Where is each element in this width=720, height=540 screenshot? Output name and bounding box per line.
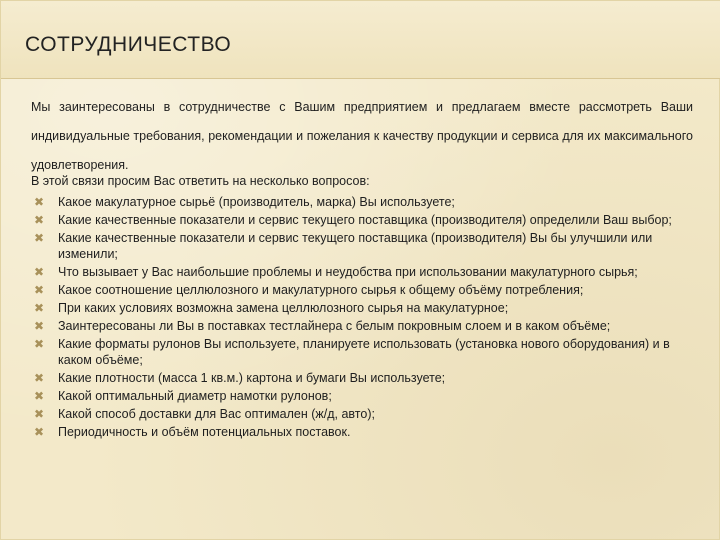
questions-list xyxy=(31,194,693,442)
question-text: Какое макулатурное сырьё (производитель, марка) Вы используете; xyxy=(58,195,455,209)
x-cross-bullet-icon: ✖ xyxy=(33,319,45,333)
x-cross-bullet-icon: ✖ xyxy=(33,337,45,351)
x-cross-bullet-icon: ✖ xyxy=(33,213,45,227)
x-cross-bullet-icon: ✖ xyxy=(33,283,45,297)
question-item xyxy=(31,264,693,280)
question-item xyxy=(31,230,693,262)
questions-lead: В этой связи просим Вас ответить на несколько вопросов: xyxy=(31,174,370,188)
x-cross-bullet-icon: ✖ xyxy=(33,231,45,245)
question-text: Какие форматы рулонов Вы используете, планируете использовать (установка нового оборудования) и в каком объёме; xyxy=(58,337,670,367)
x-cross-bullet-icon: ✖ xyxy=(33,265,45,279)
question-item xyxy=(31,424,693,440)
x-cross-bullet-icon: ✖ xyxy=(33,389,45,403)
question-item xyxy=(31,370,693,386)
x-cross-bullet-icon: ✖ xyxy=(33,425,45,439)
question-text: Какие качественные показатели и сервис текущего поставщика (производителя) определили Ваш выбор; xyxy=(58,213,672,227)
question-item xyxy=(31,336,693,368)
question-item xyxy=(31,318,693,334)
question-item xyxy=(31,194,693,210)
x-cross-bullet-icon: ✖ xyxy=(33,195,45,209)
question-text: Какие качественные показатели и сервис текущего поставщика (производителя) Вы бы улучшили или изменили; xyxy=(58,231,653,261)
question-text: Заинтересованы ли Вы в поставках тестлайнера с белым покровным слоем и в каком объёме; xyxy=(58,319,611,333)
question-item xyxy=(31,212,693,228)
x-cross-bullet-icon: ✖ xyxy=(33,301,45,315)
intro-paragraph: Мы заинтересованы в сотрудничестве с Вашим предприятием и предлагаем вместе рассмотреть Ваши индивидуальные требования, рекомендации и пожелания к качеству продукции и сервиса для их максимального удовлетворения. xyxy=(31,100,693,172)
question-text: Какой способ доставки для Вас оптимален (ж/д, авто); xyxy=(58,407,375,421)
x-cross-bullet-icon: ✖ xyxy=(33,371,45,385)
title-divider xyxy=(1,78,720,79)
question-text: Что вызывает у Вас наибольшие проблемы и неудобства при использовании макулатурного сырья; xyxy=(58,265,638,279)
question-item xyxy=(31,300,693,316)
title-area xyxy=(1,1,720,79)
x-cross-bullet-icon: ✖ xyxy=(33,407,45,421)
question-item xyxy=(31,282,693,298)
question-text: Какие плотности (масса 1 кв.м.) картона и бумаги Вы используете; xyxy=(58,371,446,385)
question-text: Какое соотношение целлюлозного и макулатурного сырья к общему объёму потребления; xyxy=(58,283,584,297)
slide-title: СОТРУДНИЧЕСТВО xyxy=(25,33,232,56)
question-text: Периодичность и объём потенциальных поставок. xyxy=(58,425,351,439)
question-text: При каких условиях возможна замена целлюлозного сырья на макулатурное; xyxy=(58,301,509,315)
question-text: Какой оптимальный диаметр намотки рулонов; xyxy=(58,389,332,403)
question-item xyxy=(31,388,693,404)
question-item xyxy=(31,406,693,422)
